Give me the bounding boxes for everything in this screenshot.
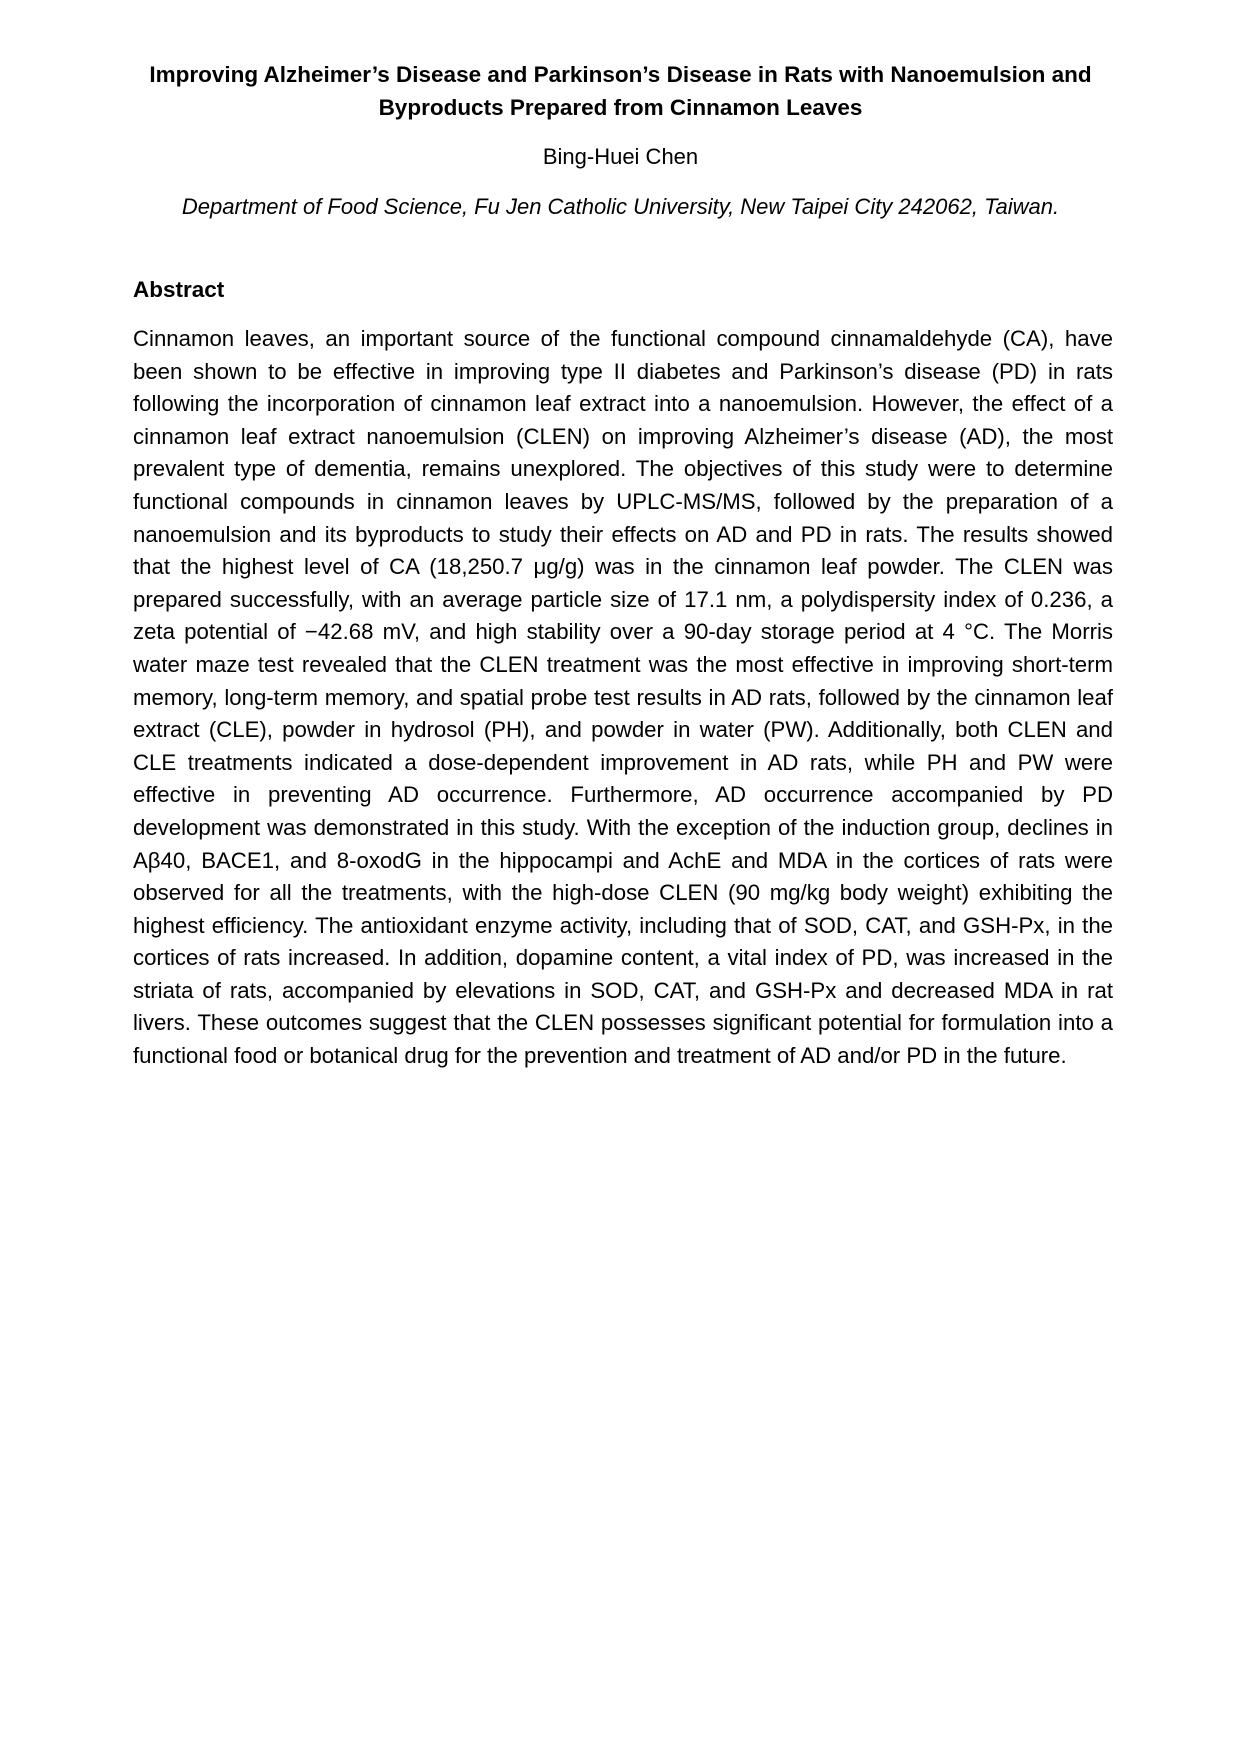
paper-title — [0, 58, 1241, 124]
abstract-heading: Abstract — [133, 277, 225, 302]
author-name: Bing-Huei Chen — [542, 144, 699, 169]
paper-title-line-2: Byproducts Prepared from Cinnamon Leaves — [378, 95, 863, 120]
author-affiliation: Department of Food Science, Fu Jen Catholic University, New Taipei City 242062, Taiwan. — [181, 194, 1060, 219]
paper-title-line-1: Improving Alzheimer’s Disease and Parkinson’s Disease in Rats with Nanoemulsion and — [149, 62, 1092, 87]
abstract-paragraph: Cinnamon leaves, an important source of the functional compound cinnamaldehyde (CA), have been shown to be effective in improving type II diabetes and Parkinson’s disease (PD) in rats following the incorporation of cinnamon leaf extract into a nanoemulsion. However, the effect of a cinnamon leaf extract nanoemulsion (CLEN) on improving Alzheimer’s disease (AD), the most prevalent type of dementia, remains unexplored. The objectives of this study were to determine functional compounds in cinnamon leaves by UPLC-MS/MS, followed by the preparation of a nanoemulsion and its byproducts to study their effects on AD and PD in rats. The results showed that the highest level of CA (18,250.7 μg/g) was in the cinnamon leaf powder. The CLEN was prepared successfully, with an average particle size of 17.1 nm, a polydispersity index of 0.236, a zeta potential of −42.68 mV, and high stability over a 90-day storage period at 4 °C. The Morris water maze test revealed that the CLEN treatment was the most effective in improving short-term memory, long-term memory, and spatial probe test results in AD rats, followed by the cinnamon leaf extract (CLE), powder in hydrosol (PH), and powder in water (PW). Additionally, both CLEN and CLE treatments indicated a dose-dependent improvement in AD rats, while PH and PW were effective in preventing AD occurrence. Furthermore, AD occurrence accompanied by PD development was demonstrated in this study. With the exception of the induction group, declines in Aβ40, BACE1, and 8-oxodG in the hippocampi and AchE and MDA in the cortices of rats were observed for all the treatments, with the high-dose CLEN (90 mg/kg body weight) exhibiting the highest efficiency. The antioxidant enzyme activity, including that of SOD, CAT, and GSH-Px, in the cortices of rats increased. In addition, dopamine content, a vital index of PD, was increased in the striata of rats, accompanied by elevations in SOD, CAT, and GSH-Px and decreased MDA in rat livers. These outcomes suggest that the CLEN possesses significant potential for formulation into a functional food or botanical drug for the prevention and treatment of AD and/or PD in the future. — [133, 326, 1113, 1069]
